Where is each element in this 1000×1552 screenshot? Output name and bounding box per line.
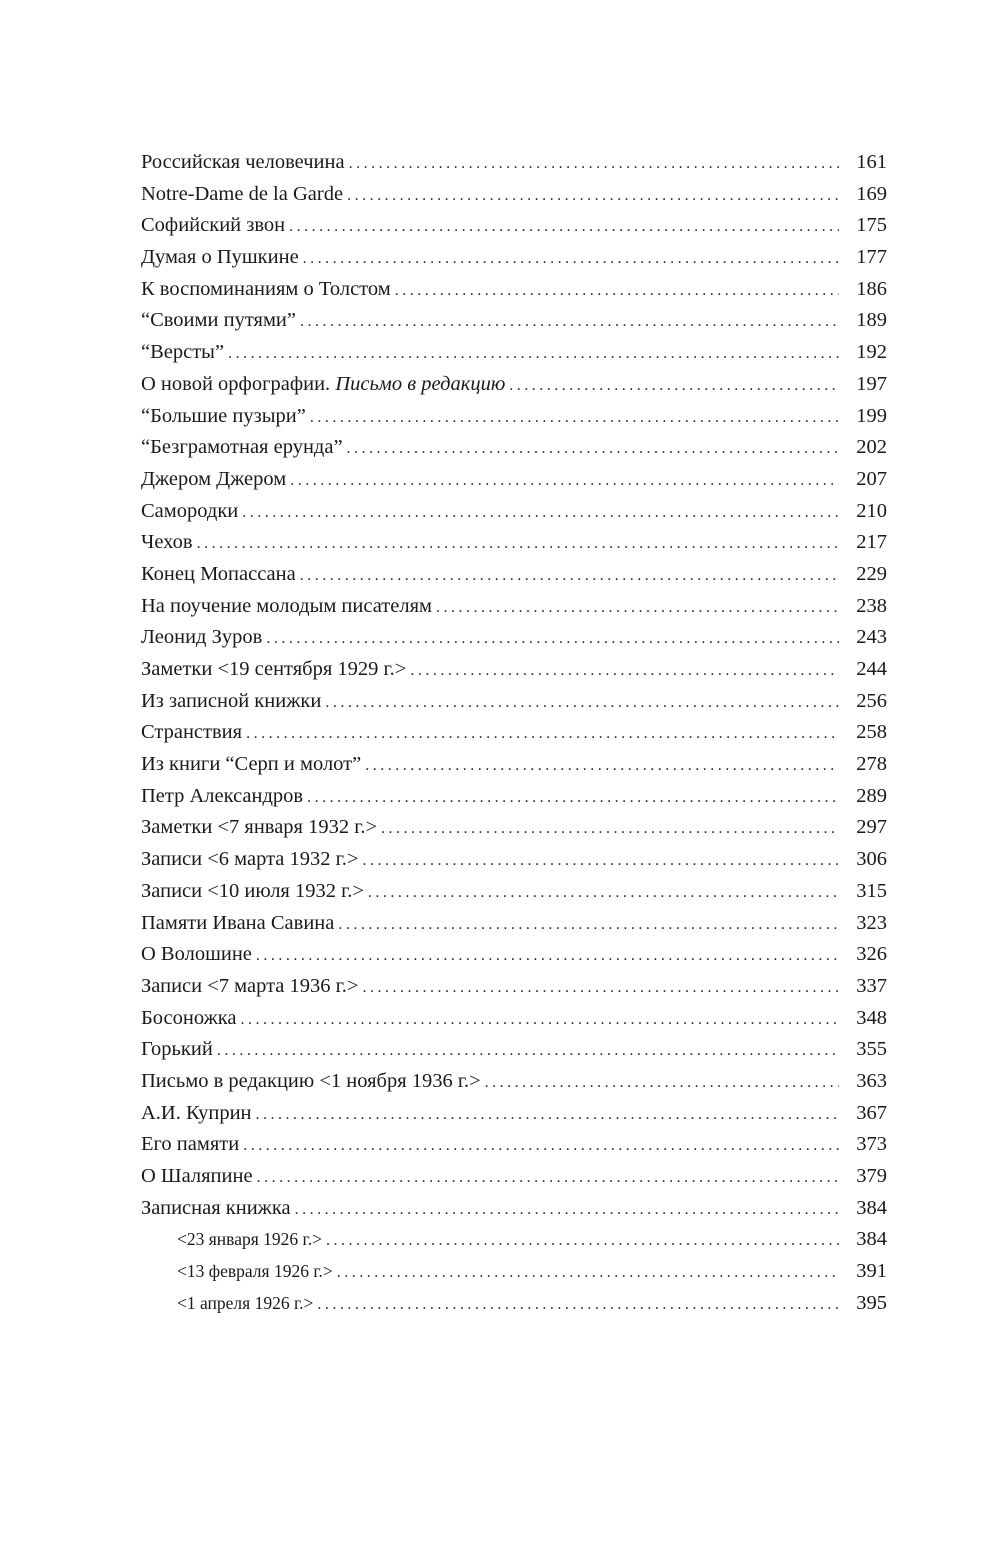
toc-entry: [141, 432, 887, 464]
dot-leader: [410, 655, 839, 687]
toc-entry-page: 384: [856, 1196, 887, 1219]
toc-entry-page: 326: [856, 943, 887, 966]
dot-leader: [436, 592, 839, 624]
toc-entry-page: 207: [856, 467, 887, 490]
toc-entry-page: 323: [856, 911, 887, 934]
toc-entry-title: Джером Джером: [141, 467, 287, 490]
toc-entry-page: 217: [856, 531, 887, 554]
toc-entry-title: Его памяти: [141, 1133, 240, 1156]
dot-leader: [317, 1289, 839, 1321]
toc-entry: [141, 654, 887, 686]
toc-entry: [141, 1003, 887, 1035]
toc-entry-title: [141, 369, 505, 401]
toc-entry: [141, 1193, 887, 1225]
toc-entry-title: “Безграмотная ерунда”: [141, 436, 343, 459]
toc-entry-page: 256: [856, 689, 887, 712]
toc-entry-page: 175: [856, 214, 887, 237]
dot-leader: [243, 1130, 839, 1162]
toc-entry: [141, 1161, 887, 1193]
toc-entry-title: Памяти Ивана Савина: [141, 911, 335, 934]
toc-entry: [141, 147, 887, 179]
toc-entry: [141, 179, 887, 211]
dot-leader: [362, 845, 839, 877]
dot-leader: [303, 243, 839, 275]
toc-sub-entry-page: 391: [856, 1260, 887, 1283]
toc-sub-entry-title: <23 января 1926 г.>: [177, 1229, 322, 1250]
toc-entry: [141, 527, 887, 559]
dot-leader: [338, 909, 839, 941]
dot-leader: [395, 275, 839, 307]
toc-entry: [141, 812, 887, 844]
toc-entry-page: 202: [856, 436, 887, 459]
toc-entry-page: 379: [856, 1165, 887, 1187]
toc-entry: [141, 591, 887, 623]
toc-entry: [141, 717, 887, 749]
toc-entry-title: О Шаляпине: [141, 1165, 253, 1187]
toc-entry-title: Босоножка: [141, 1006, 237, 1029]
toc-entry-title: Софийский звон: [141, 214, 286, 237]
dot-leader: [325, 687, 839, 719]
toc-entry-title: Горький: [141, 1038, 213, 1061]
toc-sub-entry-page: 395: [856, 1291, 887, 1314]
dot-leader: [337, 1257, 839, 1289]
toc-entry: [141, 844, 887, 876]
toc-entry-title: Записная книжка: [141, 1196, 291, 1219]
dot-leader: [217, 1035, 839, 1067]
toc-entry: [141, 939, 887, 971]
dot-leader: [307, 782, 839, 814]
dot-leader: [310, 402, 839, 434]
dot-leader: [266, 623, 839, 655]
toc-entry-title: Самородки: [141, 499, 239, 522]
dot-leader: [228, 338, 839, 370]
dot-leader: [349, 148, 839, 180]
toc-sub-entry-title: <13 февраля 1926 г.>: [177, 1261, 333, 1282]
toc-entry: [141, 1098, 887, 1130]
toc-entry: [141, 401, 887, 433]
toc-entry-title: Заметки <7 января 1932 г.>: [141, 816, 378, 839]
dot-leader: [381, 813, 839, 845]
toc-entry-page: 169: [856, 182, 887, 205]
toc-entry-page: 210: [856, 499, 887, 522]
dot-leader: [365, 750, 839, 782]
dot-leader: [368, 877, 839, 909]
dot-leader: [241, 1004, 839, 1036]
dot-leader: [485, 1067, 839, 1099]
dot-leader: [300, 560, 839, 592]
dot-leader: [256, 940, 839, 972]
toc-entry: [141, 496, 887, 528]
dot-leader: [347, 180, 839, 212]
toc-entry: [141, 1066, 887, 1098]
toc-entry-title: К воспоминаниям о Толстом: [141, 277, 391, 300]
toc-entry-title: О Волошине: [141, 943, 252, 966]
toc-entry: [141, 686, 887, 718]
dot-leader: [257, 1162, 839, 1194]
dot-leader: [256, 1099, 839, 1131]
toc-entry-page: 189: [856, 309, 887, 332]
toc-entry-page: 348: [856, 1006, 887, 1029]
toc-entry-title: Заметки <19 сентября 1929 г.>: [141, 658, 407, 680]
toc-entry-page: 199: [856, 404, 887, 427]
toc-sub-entry-title: <1 апреля 1926 г.>: [177, 1292, 314, 1313]
dot-leader: [197, 528, 839, 560]
toc-entry-title: Записи <7 марта 1936 г.>: [141, 974, 359, 997]
toc-entry-page: 229: [856, 562, 887, 585]
toc-entry: [141, 971, 887, 1003]
dot-leader: [290, 465, 839, 497]
toc-entry-page: 197: [856, 372, 887, 395]
toc-entry: [141, 305, 887, 337]
toc-entry-title: “Своими путями”: [141, 309, 296, 332]
toc-entry-title: Чехов: [141, 531, 193, 554]
toc-entry-page: 258: [856, 721, 887, 744]
toc-entry-page: 192: [856, 341, 887, 364]
toc-entry-title: Российская человечина: [141, 151, 345, 173]
toc-entry: [141, 622, 887, 654]
toc-entry-page: 244: [856, 658, 887, 680]
dot-leader: [295, 1194, 839, 1226]
toc-entry-page: 306: [856, 848, 887, 871]
dot-leader: [242, 497, 839, 529]
dot-leader: [300, 306, 839, 338]
toc-entry: [141, 908, 887, 940]
toc-entry: [141, 369, 887, 401]
toc-entry: [141, 1129, 887, 1161]
toc-entry-title-italic: Письмо в редакцию: [335, 372, 506, 395]
toc-entry: [141, 242, 887, 274]
toc-entry: [141, 210, 887, 242]
toc-entry-page: 297: [856, 816, 887, 839]
toc-entry: [141, 559, 887, 591]
dot-leader: [326, 1225, 839, 1257]
toc-entry: [141, 274, 887, 306]
toc-entry-page: 186: [856, 277, 887, 300]
dot-leader: [289, 211, 839, 243]
toc-entry-page: 177: [856, 246, 887, 269]
toc-entry-title: Думая о Пушкине: [141, 246, 299, 269]
toc-sub-entry: [141, 1256, 887, 1288]
toc-entry-title: На поучение молодым писателям: [141, 594, 432, 617]
dot-leader: [246, 718, 839, 750]
toc-entry: [141, 337, 887, 369]
toc-entry-page: 161: [856, 151, 887, 173]
toc-entry-page: 243: [856, 626, 887, 649]
dot-leader: [362, 972, 839, 1004]
toc-entry-page: 373: [856, 1133, 887, 1156]
toc-entry-page: 363: [856, 1069, 887, 1092]
toc-entry: [141, 1034, 887, 1066]
toc-entry-title: Notre-Dame de la Garde: [141, 182, 344, 205]
dot-leader: [347, 433, 839, 465]
toc-entry-title: Записи <6 марта 1932 г.>: [141, 848, 359, 871]
toc-entry-title: Из записной книжки: [141, 689, 322, 712]
toc-sub-entry: [141, 1288, 887, 1320]
toc-entry-title: Петр Александров: [141, 784, 304, 807]
toc-entry-title: Из книги “Серп и молот”: [141, 753, 362, 776]
toc-entry-title: Письмо в редакцию <1 ноября 1936 г.>: [141, 1069, 481, 1092]
toc-entry-title: Странствия: [141, 721, 243, 744]
dot-leader: [509, 370, 839, 402]
toc-entry-title: “Версты”: [141, 341, 225, 364]
toc-entry-page: 337: [856, 974, 887, 997]
toc-entry: [141, 781, 887, 813]
toc-entry: [141, 876, 887, 908]
toc-entry-page: 278: [856, 753, 887, 776]
toc-entry-title: А.И. Куприн: [141, 1101, 252, 1124]
toc-entry-title: Конец Мопассана: [141, 562, 296, 585]
toc-sub-entry: [141, 1224, 887, 1256]
toc-entry-page: 289: [856, 784, 887, 807]
toc-entry-title: Записи <10 июля 1932 г.>: [141, 879, 364, 902]
toc-entry-page: 355: [856, 1038, 887, 1061]
toc-entry-page: 367: [856, 1101, 887, 1124]
toc-entry-page: 238: [856, 594, 887, 617]
toc-entry: [141, 749, 887, 781]
toc-entry: [141, 464, 887, 496]
toc-entry-title-regular: О новой орфографии.: [141, 372, 331, 395]
toc-sub-entry-page: 384: [856, 1228, 887, 1251]
table-of-contents: [141, 147, 887, 1319]
toc-entry-title: Леонид Зуров: [141, 626, 263, 649]
toc-entry-title: “Большие пузыри”: [141, 404, 306, 427]
toc-entry-page: 315: [856, 879, 887, 902]
